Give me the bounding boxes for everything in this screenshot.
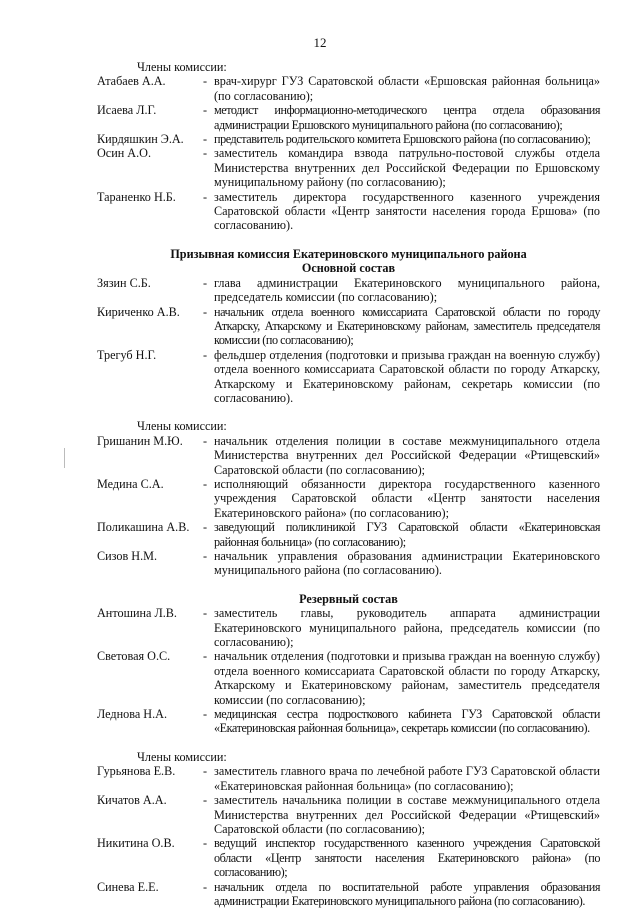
member-description: заместитель главы, руководитель аппарата администрации Екатериновского муниципального района, председатель комиссии (по согласованию); bbox=[214, 606, 600, 650]
member-row bbox=[97, 434, 600, 477]
member-dash: - bbox=[203, 707, 208, 722]
commission-title: Призывная комиссия Екатериновского муниципального района bbox=[170, 246, 527, 261]
member-dash: - bbox=[203, 549, 208, 563]
member-name: Кириченко А.В. bbox=[97, 304, 180, 319]
member-row bbox=[97, 520, 600, 549]
member-row bbox=[97, 549, 600, 578]
member-name: Кичатов А.А. bbox=[97, 793, 167, 808]
member-dash: - bbox=[203, 836, 208, 851]
member-description: врач-хирург ГУЗ Саратовской области «Ершовская районная больница» (по согласованию); bbox=[214, 74, 600, 103]
main-leaders-list bbox=[97, 276, 600, 406]
member-description: глава администрации Екатериновского муниципального района, председатель комиссии (по согласованию); bbox=[214, 275, 600, 305]
member-name: Никитина О.В. bbox=[97, 836, 175, 851]
member-description: заместитель начальника полиции в составе межмуниципального отдела Министерства внутренних дел Российской Федерации «Ртищевский» Саратовской области (по согласованию); bbox=[214, 793, 600, 836]
member-dash: - bbox=[203, 606, 208, 621]
member-row bbox=[97, 103, 600, 132]
member-name: Трегуб Н.Г. bbox=[97, 347, 157, 362]
main-composition-title: Основной состав bbox=[301, 261, 396, 276]
member-name: Кирдяшкин Э.А. bbox=[97, 132, 184, 147]
reserve-members-list bbox=[97, 764, 600, 908]
member-dash: - bbox=[203, 649, 208, 664]
member-description: ведущий инспектор государственного казенного учреждения Саратовской области «Центр занятости населения Екатериновского района» (по согласованию); bbox=[214, 836, 600, 880]
member-row bbox=[97, 880, 600, 908]
member-name: Гришанин М.Ю. bbox=[97, 433, 183, 448]
member-description: заведующий поликлиникой ГУЗ Саратовской области «Екатериновская районная больница» (по согласованию); bbox=[214, 520, 600, 549]
member-dash: - bbox=[203, 476, 208, 491]
member-dash: - bbox=[203, 74, 208, 89]
member-name: Атабаев А.А. bbox=[97, 74, 166, 89]
member-row bbox=[97, 649, 600, 707]
member-dash: - bbox=[203, 879, 208, 894]
reserve-members-label: Члены комиссии: bbox=[137, 749, 227, 764]
member-dash: - bbox=[203, 347, 208, 362]
member-dash: - bbox=[203, 146, 208, 161]
member-name: Синева Е.Е. bbox=[97, 879, 159, 894]
member-row bbox=[97, 146, 600, 189]
member-description: медицинская сестра подросткового кабинета ГУЗ Саратовской области «Екатериновская районная больница», секретарь комиссии (по согласованию). bbox=[214, 707, 600, 736]
member-description: методист информационно-методического центра отдела образования администрации Ершовского муниципального района (по согласованию); bbox=[214, 103, 600, 132]
reserve-leaders-list bbox=[97, 606, 600, 736]
main-members-label: Члены комиссии: bbox=[137, 419, 227, 434]
member-row bbox=[97, 793, 600, 836]
member-dash: - bbox=[203, 189, 208, 204]
member-description: начальник отделения (подготовки и призыва граждан на военную службу) отдела военного комиссариата Саратовской области по городу Аткарску, Аткарскому и Екатериновскому районам, заместитель председателя комиссии (по согласованию); bbox=[214, 649, 600, 707]
member-description: заместитель директора государственного казенного учреждения Саратовской области «Центр занятости населения города Ершова» (по согласованию). bbox=[214, 189, 600, 233]
main-members-list bbox=[97, 434, 600, 578]
page-number: 12 bbox=[313, 35, 327, 50]
member-name: Леднова Н.А. bbox=[97, 707, 167, 722]
member-description: начальник отделения полиции в составе межмуниципального отдела Министерства внутренних дел Российской Федерации «Ртищевский» Саратовской области (по согласованию); bbox=[214, 433, 600, 477]
member-description: заместитель главного врача по лечебной работе ГУЗ Саратовской области «Екатериновская районная больница» (по согласованию); bbox=[214, 764, 600, 793]
member-row bbox=[97, 132, 600, 146]
member-name: Медина С.А. bbox=[97, 476, 164, 491]
margin-mark bbox=[64, 448, 65, 468]
member-dash: - bbox=[203, 520, 208, 535]
member-dash: - bbox=[203, 433, 208, 448]
ershov-members-list bbox=[97, 74, 600, 232]
member-name: Гурьянова Е.В. bbox=[97, 764, 176, 779]
member-description: начальник управления образования администрации Екатериновского муниципального района (по согласованию). bbox=[214, 549, 600, 578]
member-name: Исаева Л.Г. bbox=[97, 103, 157, 118]
member-description: представитель родительского комитета Ершовского района (по согласованию); bbox=[214, 132, 591, 147]
member-row bbox=[97, 764, 600, 793]
member-row bbox=[97, 836, 600, 879]
member-description: начальник отдела военного комиссариата Саратовской области по городу Аткарску, Аткарскому и Екатериновскому районам, заместитель председателя комиссии (по согласованию); bbox=[214, 304, 600, 348]
member-name: Поликашина А.В. bbox=[97, 520, 190, 535]
member-row bbox=[97, 348, 600, 406]
member-row bbox=[97, 74, 600, 103]
member-row bbox=[97, 707, 600, 736]
member-description: заместитель командира взвода патрульно-постовой службы отдела Министерства внутренних дел Российской Федерации по Ершовскому муниципальному району (по согласованию); bbox=[214, 146, 600, 190]
member-dash: - bbox=[203, 793, 208, 808]
ershov-members-label: Члены комиссии: bbox=[137, 60, 227, 74]
member-name: Сизов Н.М. bbox=[97, 549, 158, 563]
member-dash: - bbox=[203, 304, 208, 319]
member-dash: - bbox=[203, 275, 208, 290]
member-dash: - bbox=[203, 103, 208, 118]
member-description: начальник отдела по воспитательной работе управления образования администрации Екатериновского муниципального района (по согласованию). bbox=[214, 879, 600, 908]
reserve-composition-title: Резервный состав bbox=[299, 591, 398, 606]
member-row bbox=[97, 190, 600, 233]
member-name: Тараненко Н.Б. bbox=[97, 189, 176, 204]
member-dash: - bbox=[203, 132, 208, 147]
member-name: Антошина Л.В. bbox=[97, 606, 177, 621]
member-row bbox=[97, 305, 600, 348]
member-name: Зязин С.Б. bbox=[97, 275, 151, 290]
member-row bbox=[97, 606, 600, 649]
member-row bbox=[97, 276, 600, 305]
member-dash: - bbox=[203, 764, 208, 779]
member-row bbox=[97, 477, 600, 520]
document-body bbox=[97, 60, 600, 908]
member-name: Осин А.О. bbox=[97, 146, 151, 161]
member-name: Световая О.С. bbox=[97, 649, 171, 664]
member-description: фельдшер отделения (подготовки и призыва граждан на военную службу) отдела военного комиссариата Саратовской области по городу Аткарску, Аткарскому и Екатериновскому районам, секретарь комиссии (по согласованию). bbox=[214, 347, 600, 405]
member-description: исполняющий обязанности директора государственного казенного учреждения Саратовской области «Центр занятости населения Екатериновского района» (по согласованию); bbox=[214, 476, 600, 520]
